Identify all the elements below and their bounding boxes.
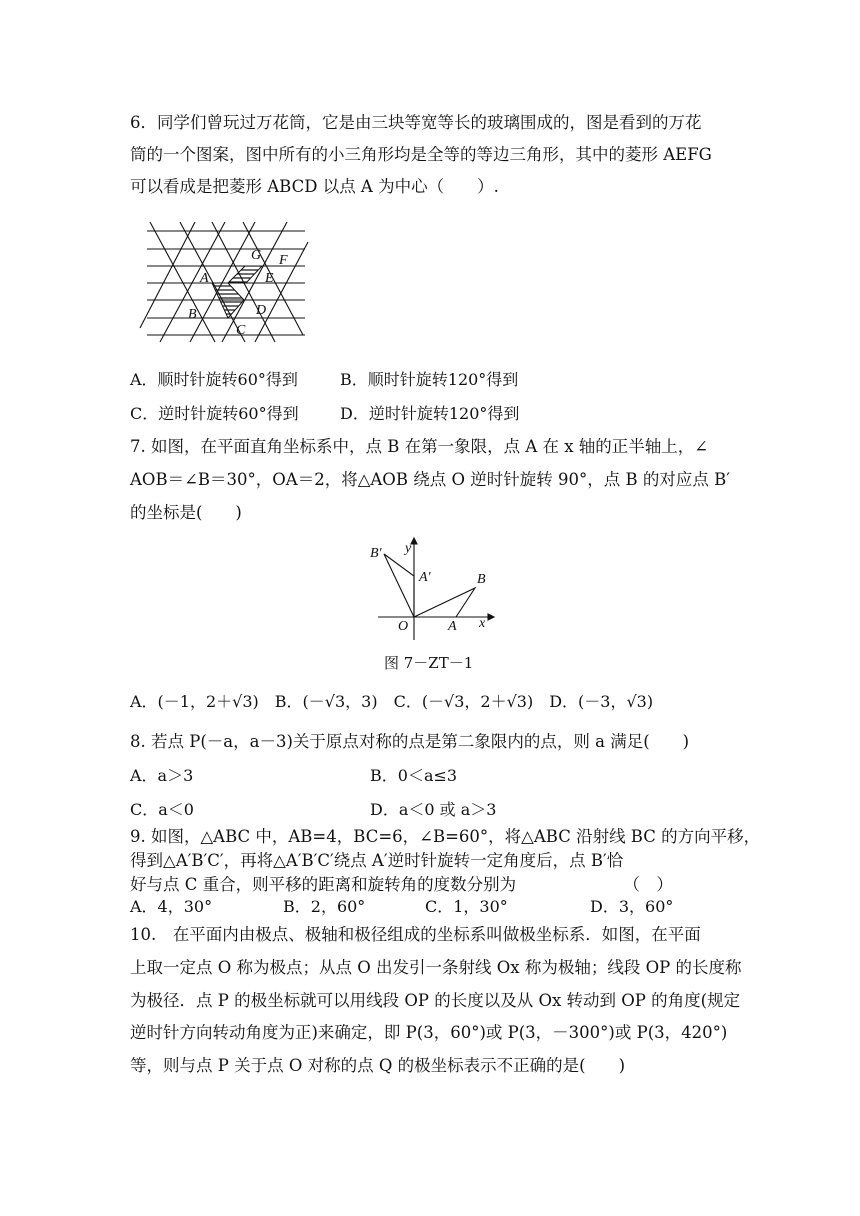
q6-option-c: C．逆时针旋转60°得到 [130,404,299,423]
q7-options: A．(－1，2＋√3) B．(－√3，3) C．(－√3，2＋√3) D．(－3，√3) [130,692,654,711]
fig6-label-d: D [256,303,267,318]
q6-option-a: A．顺时针旋转60°得到 [130,370,298,389]
q6-option-b: B．顺时针旋转120°得到 [340,370,519,389]
q7-line-1: 7. 如图，在平面直角坐标系中，点 B 在第一象限，点 A 在 x 轴的正半轴上，∠ [130,437,709,456]
q9-option-d: D．3，60° [590,897,674,916]
q10-line-5: 等，则与点 P 关于点 O 对称的点 Q 的极坐标表示不正确的是( ) [130,1056,625,1075]
q7-line-3: 的坐标是( ) [130,503,242,522]
fig7-label-o: O [398,619,409,634]
q6-line-2: 筒的一个图案，图中所有的小三角形均是全等的等边三角形，其中的菱形 AEFG [130,145,712,164]
q7-line-2: AOB＝∠B＝30°，OA＝2，将△AOB 绕点 O 逆时针旋转 90°，点 B 的对应点 B′ [130,470,730,489]
q9-line-3: 好与点 C 重合，则平移的距离和旋转角的度数分别为 （ ） [130,875,673,894]
fig7-label-aprime: A′ [419,570,431,585]
fig7-label-a: A [448,619,457,634]
q8-option-d: D．a＜0 或 a＞3 [370,800,497,819]
q10-line-2: 上取一定点 O 称为极点；从点 O 出发引一条射线 Ox 称为极轴；线段 OP 的长度称 [130,958,742,977]
q10-line-3: 为极径．点 P 的极坐标就可以用线段 OP 的长度以及从 Ox 转动到 OP 的角度(规定 [130,991,741,1010]
q8-stem: 8. 若点 P(－a，a－3)关于原点对称的点是第二象限内的点，则 a 满足( ) [130,732,690,751]
q10-line-4: 逆时针方向转动角度为正)来确定，即 P(3，60°)或 P(3，－300°)或 P(3，420°) [130,1023,728,1042]
fig6-label-a: A [200,271,209,286]
fig6-label-e: E [265,271,274,286]
fig7-label-bprime: B′ [370,546,382,561]
fig7-label-b: B [477,572,486,587]
q6-line-3: 可以看成是把菱形 ABCD 以点 A 为中心（ ）. [130,177,499,196]
fig7-label-y: y [405,541,412,556]
fig7-label-x: x [479,616,486,631]
fig6-label-g: G [251,248,262,263]
q9-line-1: 9. 如图，△ABC 中，AB=4，BC=6，∠B=60°，将△ABC 沿射线 BC 的方向平移， [130,827,761,846]
fig6-label-b: B [188,307,197,322]
fig6-label-c: C [236,323,246,338]
q7-figure-caption: 图 7－ZT－1 [384,654,474,672]
q6-option-d: D．逆时针旋转120°得到 [340,404,520,423]
q9-option-a: A．4，30° [130,897,213,916]
q8-option-c: C．a＜0 [130,800,194,819]
fig6-label-f: F [279,253,288,268]
q10-line-1: 10. 在平面内由极点、极轴和极径组成的坐标系叫做极坐标系．如图，在平面 [130,925,701,944]
q8-option-b: B．0＜a≤3 [370,766,458,785]
q6-line-1: 6．同学们曾玩过万花筒，它是由三块等宽等长的玻璃围成的，图是看到的万花 [130,113,702,132]
q9-line-2: 得到△A′B′C′，再将△A′B′C′绕点 A′逆时针旋转一定角度后，点 B′恰 [130,851,624,870]
q9-option-b: B．2，60° [283,897,366,916]
q8-option-a: A．a＞3 [130,766,194,785]
q9-option-c: C．1，30° [425,897,508,916]
